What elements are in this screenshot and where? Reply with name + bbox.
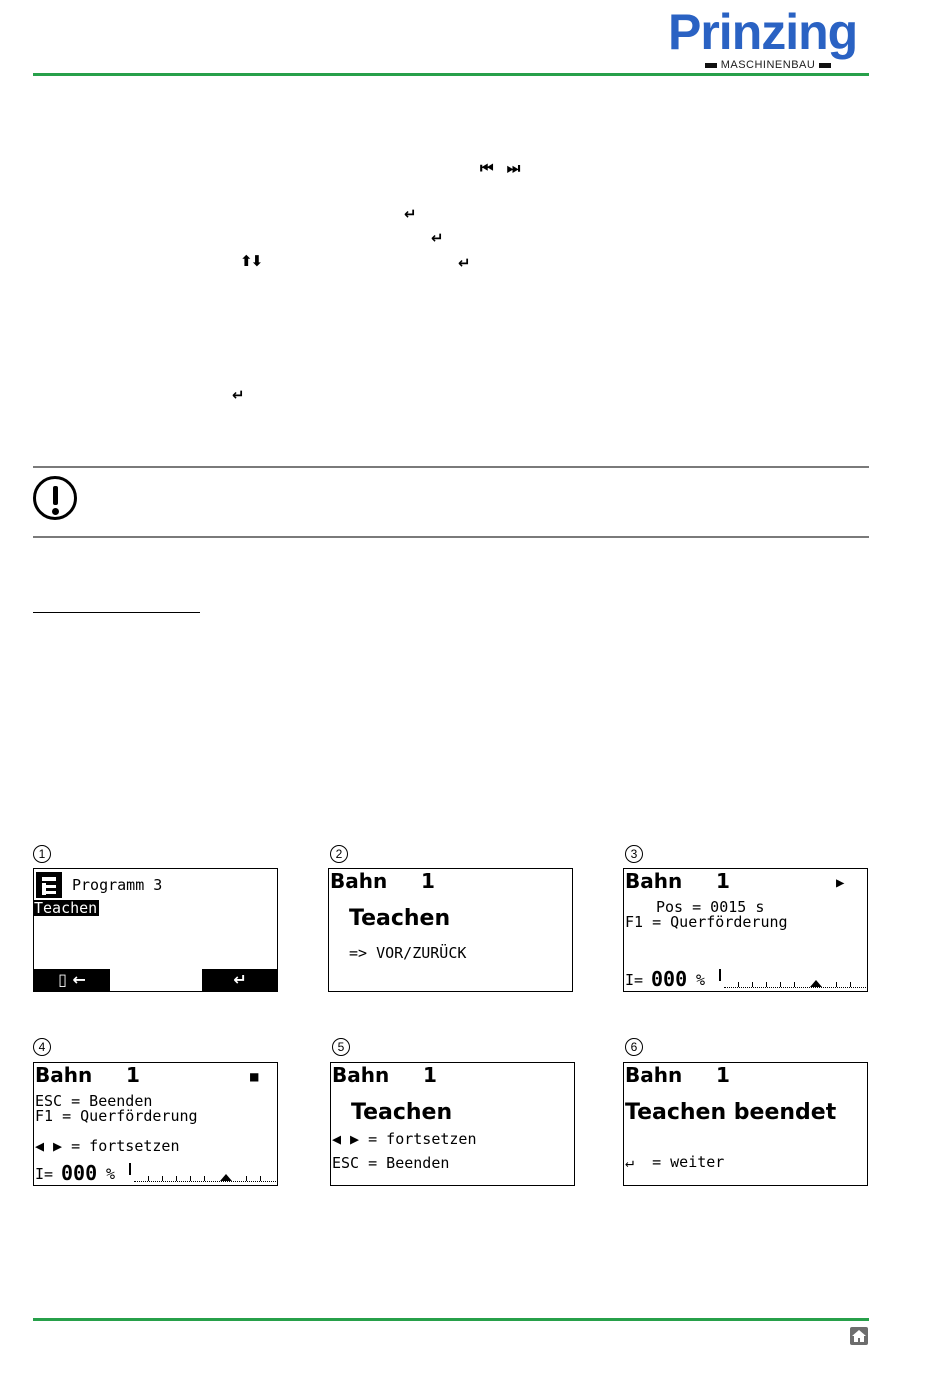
enter-key-icon: ↵ bbox=[404, 205, 417, 223]
footer-rule bbox=[33, 1318, 869, 1321]
continue-hint: ◀ ▶ = fortsetzen bbox=[35, 1137, 180, 1155]
menu-item-teachen-selected[interactable]: Teachen bbox=[34, 899, 98, 917]
scale-marker bbox=[719, 969, 721, 981]
display-screen-1 bbox=[33, 868, 278, 992]
scale-pointer-icon bbox=[810, 980, 822, 987]
current-scale bbox=[724, 973, 866, 988]
current-value: 000 bbox=[61, 1161, 98, 1185]
notice-rule-bottom bbox=[33, 536, 869, 538]
softkey-back-button[interactable]: ▯ ← bbox=[34, 969, 110, 991]
lane-label: Bahn bbox=[35, 1063, 93, 1087]
enter-key-icon: ↵ bbox=[431, 229, 444, 247]
direction-hint: => VOR/ZURÜCK bbox=[349, 944, 467, 962]
display-screen-6 bbox=[623, 1062, 868, 1186]
lane-number: 1 bbox=[421, 869, 435, 893]
screen-number-6: 6 bbox=[625, 1038, 643, 1056]
lane-number: 1 bbox=[423, 1063, 437, 1087]
enter-continue-hint: ↵ = weiter bbox=[625, 1153, 725, 1171]
header-rule bbox=[33, 73, 869, 76]
scale-marker bbox=[129, 1163, 131, 1175]
lane-number: 1 bbox=[716, 869, 730, 893]
current-value: 000 bbox=[651, 967, 688, 991]
section-heading-underline bbox=[33, 612, 200, 613]
continue-hint: ◀ ▶ = fortsetzen bbox=[332, 1130, 477, 1148]
current-unit: % bbox=[696, 971, 706, 989]
enter-key-icon: ↵ bbox=[232, 386, 245, 404]
esc-hint: ESC = Beenden bbox=[35, 1092, 153, 1110]
display-screen-5 bbox=[330, 1062, 575, 1186]
mode-title: Teachen bbox=[351, 1100, 453, 1125]
screen-number-3: 3 bbox=[625, 845, 643, 863]
lane-label: Bahn bbox=[625, 1063, 683, 1087]
menu-tree-icon bbox=[36, 872, 62, 898]
warning-exclamation-icon bbox=[33, 476, 77, 520]
screen-number-2: 2 bbox=[330, 845, 348, 863]
lane-label: Bahn bbox=[332, 1063, 390, 1087]
lane-number: 1 bbox=[716, 1063, 730, 1087]
arrow-up-down-icon: ⬆⬇ bbox=[240, 252, 262, 270]
display-screen-2 bbox=[328, 868, 573, 992]
mode-finished-title: Teachen beendet bbox=[625, 1100, 837, 1125]
lane-number: 1 bbox=[126, 1063, 140, 1087]
logo-subtitle bbox=[668, 58, 868, 72]
logo-bar-left bbox=[705, 63, 717, 68]
stop-status-icon: ■ bbox=[250, 1069, 259, 1085]
enter-key-icon: ↵ bbox=[458, 254, 471, 272]
screen-number-5: 5 bbox=[332, 1038, 350, 1056]
current-scale bbox=[134, 1167, 276, 1182]
screen-number-1: 1 bbox=[33, 845, 51, 863]
f1-hint: F1 = Querförderung bbox=[35, 1107, 198, 1125]
play-status-icon: ▶ bbox=[836, 875, 845, 891]
current-label: I= bbox=[625, 971, 644, 989]
logo-subtitle-text: MASCHINENBAU bbox=[720, 59, 816, 71]
lane-label: Bahn bbox=[625, 869, 683, 893]
lane-label: Bahn bbox=[330, 869, 388, 893]
screen-number-4: 4 bbox=[33, 1038, 51, 1056]
logo-wordmark: Prinzing bbox=[668, 4, 858, 60]
f1-hint: F1 = Querförderung bbox=[625, 913, 788, 931]
mode-title: Teachen bbox=[349, 906, 451, 931]
softkey-enter-button[interactable]: ↵ bbox=[202, 969, 278, 991]
program-title: Programm 3 bbox=[72, 876, 163, 894]
esc-hint: ESC = Beenden bbox=[332, 1154, 450, 1172]
skip-back-forward-icon: ⏮ ⏭ bbox=[480, 159, 525, 177]
notice-rule-top bbox=[33, 466, 869, 468]
home-icon[interactable] bbox=[850, 1327, 868, 1345]
current-label: I= bbox=[35, 1165, 54, 1183]
display-screen-4 bbox=[33, 1062, 278, 1186]
display-screen-3 bbox=[623, 868, 868, 992]
position-readout: Pos = 0015 s bbox=[656, 898, 765, 916]
current-unit: % bbox=[106, 1165, 116, 1183]
logo-bar-right bbox=[819, 63, 831, 68]
scale-pointer-icon bbox=[220, 1174, 232, 1181]
